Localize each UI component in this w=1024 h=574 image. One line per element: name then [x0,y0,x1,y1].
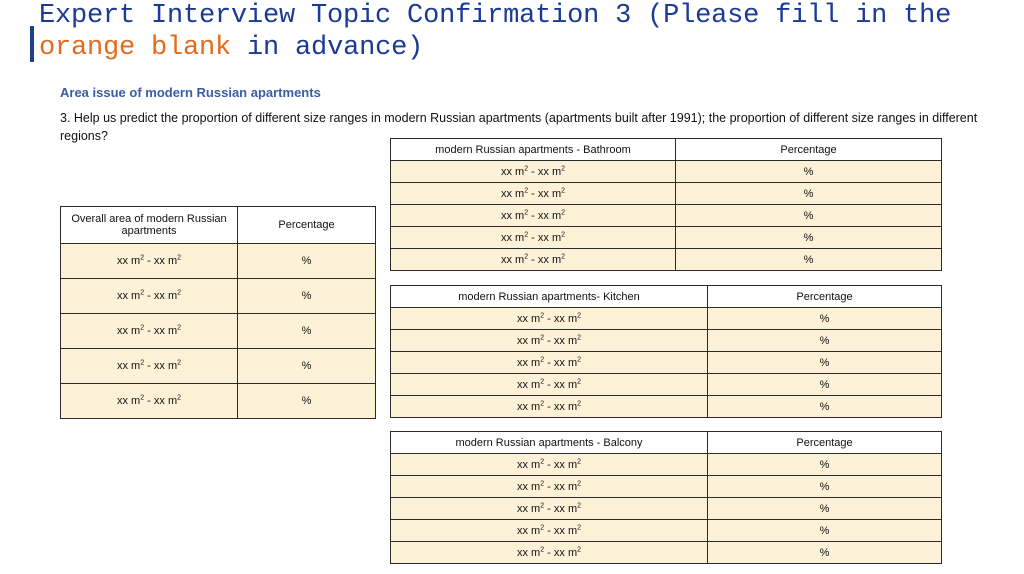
table-row [391,476,942,498]
unit-superscript: 2 [177,359,182,367]
balcony-area-table [390,431,942,564]
table-row [391,205,942,227]
table-header-row [391,432,942,454]
title-part-2: in advance) [231,33,424,63]
range-start-text: xx m [500,165,525,178]
percentage-cell[interactable]: % [676,205,942,227]
percentage-cell[interactable]: % [676,249,942,271]
percentage-cell[interactable]: % [708,520,942,542]
range-end-text: - xx m [544,524,578,537]
unit-superscript: 2 [540,333,545,341]
unit-superscript: 2 [140,394,145,402]
unit-superscript: 2 [561,164,566,172]
table-header-percentage: Percentage [238,207,376,244]
table-row [61,314,376,349]
area-range-cell[interactable] [391,227,676,249]
area-range-cell[interactable] [391,498,708,520]
area-range-cell[interactable] [61,244,238,279]
range-end-text: - xx m [144,255,178,267]
table-row [391,520,942,542]
unit-superscript: 2 [140,359,145,367]
unit-superscript: 2 [524,164,529,172]
range-start-text: xx m [516,524,541,537]
unit-superscript: 2 [577,501,582,509]
unit-superscript: 2 [177,289,182,297]
table-header-percentage: Percentage [708,432,942,454]
range-end-text: - xx m [144,325,178,337]
unit-superscript: 2 [561,252,566,260]
percentage-cell[interactable]: % [238,384,376,419]
range-end-text: - xx m [544,356,578,369]
range-end-text: - xx m [544,502,578,515]
table-row [61,279,376,314]
percentage-cell[interactable]: % [238,244,376,279]
area-range-cell[interactable] [391,542,708,564]
range-start-text: xx m [516,458,541,471]
percentage-cell[interactable]: % [708,308,942,330]
area-range-cell[interactable] [391,374,708,396]
area-range-cell[interactable] [391,330,708,352]
page-title [39,0,1019,64]
range-start-text: xx m [116,290,141,302]
range-end-text: - xx m [528,165,562,178]
table-row [391,330,942,352]
area-range-cell[interactable] [391,476,708,498]
percentage-cell[interactable]: % [708,542,942,564]
table-header-area: modern Russian apartments- Kitchen [391,286,708,308]
table-row [391,183,942,205]
table-row [61,349,376,384]
range-start-text: xx m [516,378,541,391]
table-header-area: Overall area of modern Russian apartments [61,207,238,244]
range-start-text: xx m [516,400,541,413]
unit-superscript: 2 [540,457,545,465]
range-start-text: xx m [500,231,525,244]
table-row [391,498,942,520]
percentage-cell[interactable]: % [708,454,942,476]
table-row [391,396,942,418]
unit-superscript: 2 [540,479,545,487]
percentage-cell[interactable]: % [676,227,942,249]
range-start-text: xx m [516,502,541,515]
range-end-text: - xx m [528,187,562,200]
unit-superscript: 2 [140,289,145,297]
range-end-text: - xx m [144,290,178,302]
range-end-text: - xx m [544,546,578,559]
area-range-cell[interactable] [61,314,238,349]
unit-superscript: 2 [577,355,582,363]
percentage-cell[interactable]: % [238,349,376,384]
area-range-cell[interactable] [391,352,708,374]
range-start-text: xx m [116,360,141,372]
area-range-cell[interactable] [391,161,676,183]
percentage-cell[interactable]: % [708,498,942,520]
percentage-cell[interactable]: % [676,183,942,205]
area-range-cell[interactable] [61,384,238,419]
table-header-percentage: Percentage [708,286,942,308]
bathroom-area-table [390,138,942,271]
percentage-cell[interactable]: % [708,396,942,418]
table-header-area: modern Russian apartments - Balcony [391,432,708,454]
section-subtitle: Area issue of modern Russian apartments [60,85,321,100]
range-end-text: - xx m [528,231,562,244]
percentage-cell[interactable]: % [238,314,376,349]
table-row [391,542,942,564]
unit-superscript: 2 [524,208,529,216]
unit-superscript: 2 [540,377,545,385]
unit-superscript: 2 [524,230,529,238]
unit-superscript: 2 [140,254,145,262]
range-end-text: - xx m [144,360,178,372]
range-start-text: xx m [516,480,541,493]
range-end-text: - xx m [544,400,578,413]
unit-superscript: 2 [140,324,145,332]
range-start-text: xx m [500,187,525,200]
unit-superscript: 2 [577,545,582,553]
range-start-text: xx m [116,325,141,337]
table-row [391,308,942,330]
unit-superscript: 2 [577,399,582,407]
unit-superscript: 2 [577,523,582,531]
unit-superscript: 2 [524,252,529,260]
unit-superscript: 2 [540,545,545,553]
percentage-cell[interactable]: % [708,352,942,374]
unit-superscript: 2 [540,399,545,407]
table-row [61,244,376,279]
title-accent-bar [30,26,34,62]
area-range-cell[interactable] [61,349,238,384]
table-row [391,454,942,476]
area-range-cell[interactable] [391,308,708,330]
percentage-cell[interactable]: % [238,279,376,314]
unit-superscript: 2 [561,186,566,194]
table-header-area: modern Russian apartments - Bathroom [391,139,676,161]
table-header-row [391,139,942,161]
range-end-text: - xx m [544,458,578,471]
unit-superscript: 2 [561,208,566,216]
unit-superscript: 2 [577,479,582,487]
range-start-text: xx m [516,334,541,347]
unit-superscript: 2 [577,457,582,465]
table-header-row [391,286,942,308]
range-start-text: xx m [500,253,525,266]
unit-superscript: 2 [540,501,545,509]
range-end-text: - xx m [528,253,562,266]
unit-superscript: 2 [177,324,182,332]
table-row [391,352,942,374]
area-range-cell[interactable] [391,183,676,205]
table-row [391,374,942,396]
unit-superscript: 2 [577,333,582,341]
table-header-percentage: Percentage [676,139,942,161]
kitchen-area-table [390,285,942,418]
area-range-cell[interactable] [391,205,676,227]
area-range-cell[interactable] [391,249,676,271]
unit-superscript: 2 [577,377,582,385]
percentage-cell[interactable]: % [708,374,942,396]
area-range-cell[interactable] [391,396,708,418]
percentage-cell[interactable]: % [676,161,942,183]
unit-superscript: 2 [524,186,529,194]
unit-superscript: 2 [540,523,545,531]
range-start-text: xx m [516,356,541,369]
question-text: 3. Help us predict the proportion of different size ranges in modern Russian apartments (apartments built after 1991); the proportion of different size ranges in different regions? [60,111,978,143]
table-row [391,161,942,183]
unit-superscript: 2 [177,254,182,262]
range-start-text: xx m [116,255,141,267]
table-header-row [61,207,376,244]
range-end-text: - xx m [544,334,578,347]
unit-superscript: 2 [177,394,182,402]
percentage-cell[interactable]: % [708,330,942,352]
range-start-text: xx m [500,209,525,222]
range-start-text: xx m [516,312,541,325]
overall-area-table [60,206,376,419]
title-part-1: Expert Interview Topic Confirmation 3 (Please fill in the [39,1,952,31]
range-end-text: - xx m [544,312,578,325]
table-row [391,227,942,249]
unit-superscript: 2 [561,230,566,238]
unit-superscript: 2 [540,355,545,363]
area-range-cell[interactable] [391,454,708,476]
range-start-text: xx m [516,546,541,559]
unit-superscript: 2 [540,311,545,319]
percentage-cell[interactable]: % [708,476,942,498]
range-end-text: - xx m [528,209,562,222]
range-end-text: - xx m [544,378,578,391]
unit-superscript: 2 [577,311,582,319]
area-range-cell[interactable] [61,279,238,314]
table-row [61,384,376,419]
title-orange-text: orange blank [39,33,232,63]
range-start-text: xx m [116,395,141,407]
range-end-text: - xx m [544,480,578,493]
table-row [391,249,942,271]
range-end-text: - xx m [144,395,178,407]
area-range-cell[interactable] [391,520,708,542]
